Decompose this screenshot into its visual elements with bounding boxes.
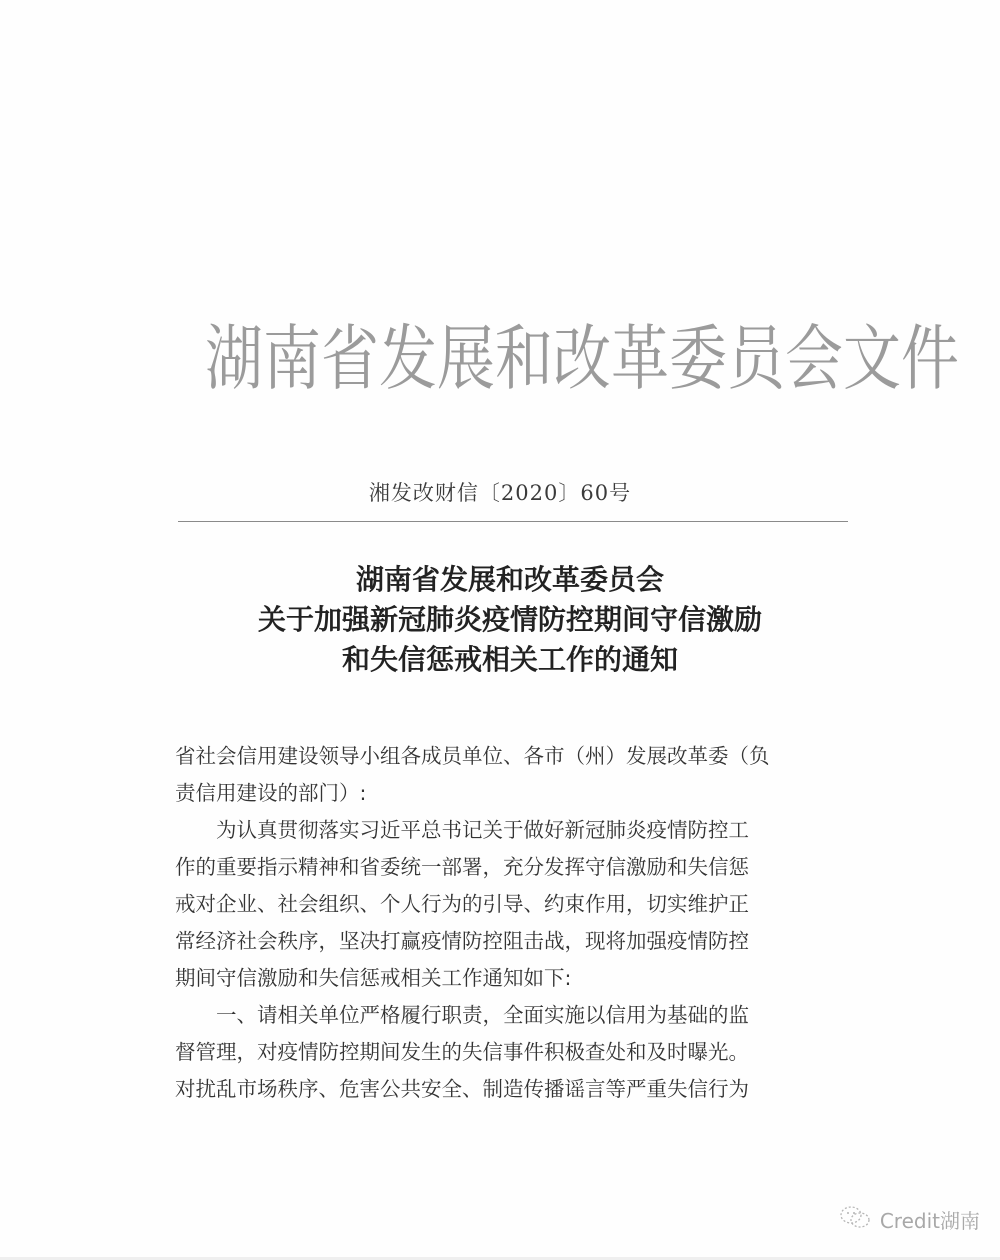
body-line: 常经济社会秩序，坚决打赢疫情防控阻击战，现将加强疫情防控 — [175, 929, 749, 953]
body-line: 一、请相关单位严格履行职责，全面实施以信用为基础的监 — [216, 1003, 749, 1027]
issuer-header: 湖南省发展和改革委员会文件 — [205, 317, 960, 401]
header-divider — [178, 521, 848, 522]
body-line: 为认真贯彻落实习近平总书记关于做好新冠肺炎疫情防控工 — [216, 818, 749, 842]
title-line: 湖南省发展和改革委员会 — [355, 563, 664, 596]
body-line: 督管理，对疫情防控期间发生的失信事件积极查处和及时曝光。 — [175, 1040, 749, 1064]
title-line: 和失信惩戒相关工作的通知 — [341, 643, 678, 676]
title-line: 关于加强新冠肺炎疫情防控期间守信激励 — [257, 603, 762, 636]
document-body — [175, 738, 855, 1108]
document-title — [200, 560, 820, 680]
source-watermark — [838, 1204, 980, 1235]
body-line: 省社会信用建设领导小组各成员单位、各市（州）发展改革委（负 — [175, 744, 770, 768]
body-line: 责信用建设的部门）: — [175, 781, 367, 805]
document-number: 湘发改财信〔2020〕60号 — [368, 481, 632, 505]
watermark-label: Credit湖南 — [879, 1209, 980, 1233]
body-line: 作的重要指示精神和省委统一部署，充分发挥守信激励和失信惩 — [175, 855, 749, 879]
body-line: 对扰乱市场秩序、危害公共安全、制造传播谣言等严重失信行为 — [175, 1077, 749, 1101]
wechat-official-account-icon — [838, 1204, 872, 1235]
body-line: 戒对企业、社会组织、个人行为的引导、约束作用，切实维护正 — [175, 892, 749, 916]
body-line: 期间守信激励和失信惩戒相关工作通知如下: — [175, 966, 572, 990]
